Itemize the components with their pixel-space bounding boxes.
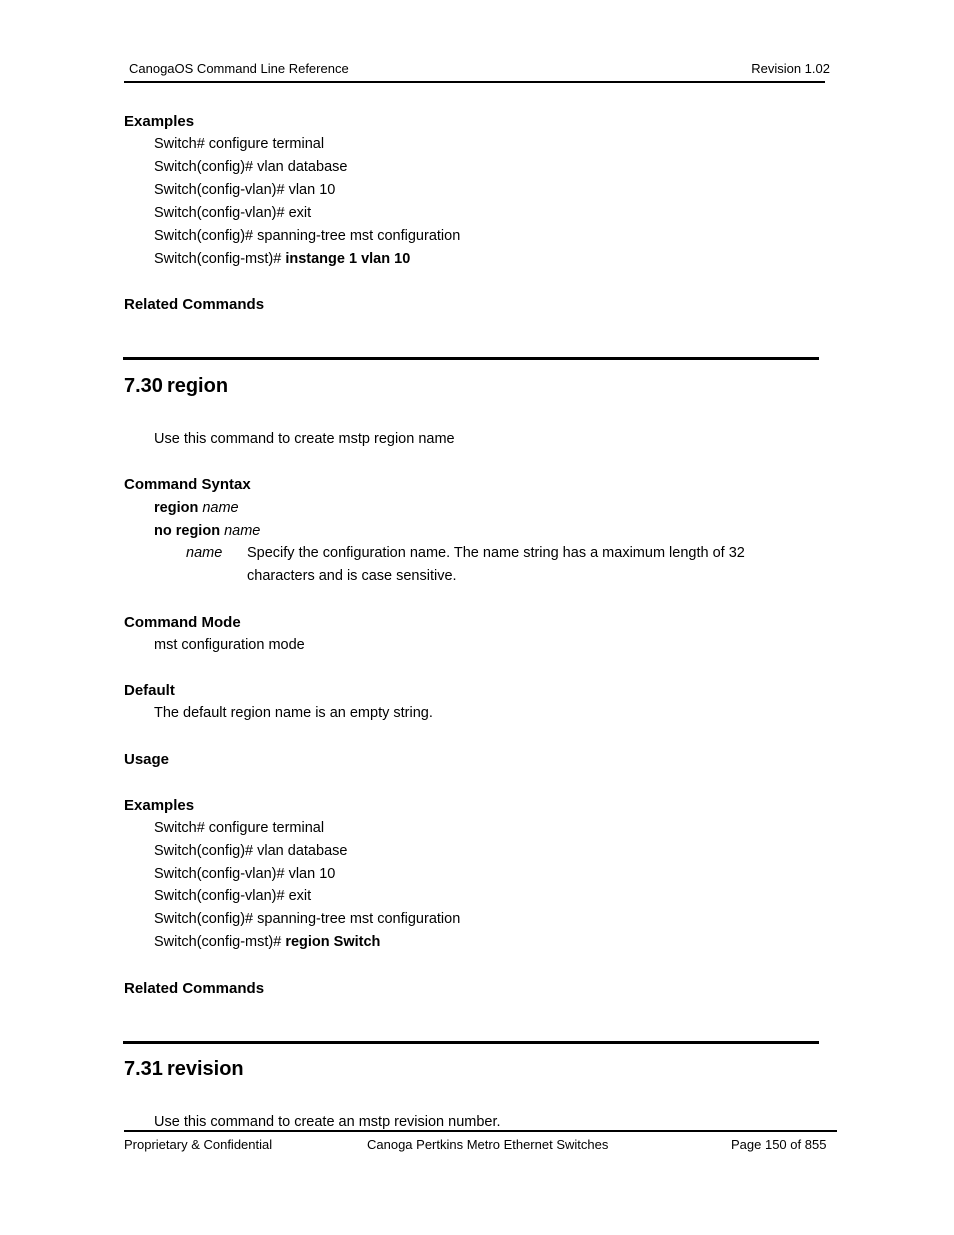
related-commands-heading: Related Commands bbox=[124, 296, 265, 313]
footer-product: Canoga Pertkins Metro Ethernet Switches bbox=[367, 1137, 609, 1152]
section-description: Use this command to create mstp region name bbox=[154, 431, 455, 447]
example-line: Switch(config)# spanning-tree mst configuration bbox=[154, 228, 461, 244]
examples-heading: Examples bbox=[124, 113, 195, 130]
parameter-description-cont: characters and is case sensitive. bbox=[247, 568, 457, 584]
syntax-line bbox=[154, 499, 239, 517]
default-text: The default region name is an empty string. bbox=[154, 705, 433, 721]
syntax-param: name bbox=[224, 523, 261, 539]
example-line: Switch# configure terminal bbox=[154, 820, 325, 836]
section-name: revision bbox=[166, 1058, 244, 1080]
footer-page-number: Page 150 of 855 bbox=[731, 1137, 827, 1152]
section-divider bbox=[123, 357, 819, 360]
syntax-keyword: no region bbox=[154, 523, 221, 539]
example-line: Switch(config-vlan)# vlan 10 bbox=[154, 866, 336, 882]
example-line: Switch(config)# spanning-tree mst configuration bbox=[154, 911, 461, 927]
example-prompt: Switch(config-mst)# bbox=[154, 934, 286, 950]
header-divider bbox=[124, 81, 825, 83]
page-header bbox=[129, 61, 830, 81]
syntax-line bbox=[154, 522, 260, 540]
example-line-final bbox=[154, 250, 410, 268]
example-line: Switch# configure terminal bbox=[154, 136, 325, 152]
footer-divider bbox=[124, 1130, 837, 1132]
footer-confidential: Proprietary & Confidential bbox=[124, 1137, 273, 1152]
parameter-description: Specify the configuration name. The name string has a maximum length of 32 bbox=[247, 545, 745, 561]
syntax-param: name bbox=[202, 500, 239, 516]
example-prompt: Switch(config-mst)# bbox=[154, 251, 286, 267]
command-mode-heading: Command Mode bbox=[124, 614, 241, 631]
section-name: region bbox=[166, 375, 229, 397]
example-line: Switch(config-vlan)# vlan 10 bbox=[154, 182, 336, 198]
example-line: Switch(config)# vlan database bbox=[154, 843, 348, 859]
section-description: Use this command to create an mstp revision number. bbox=[154, 1114, 501, 1130]
revision-label: Revision 1.02 bbox=[751, 61, 830, 76]
examples-heading: Examples bbox=[124, 797, 195, 814]
command-mode-text: mst configuration mode bbox=[154, 637, 305, 653]
syntax-keyword: region bbox=[154, 500, 199, 516]
usage-heading: Usage bbox=[124, 751, 170, 768]
example-line: Switch(config-vlan)# exit bbox=[154, 205, 312, 221]
section-title bbox=[124, 374, 228, 398]
example-line: Switch(config)# vlan database bbox=[154, 159, 348, 175]
example-line: Switch(config-vlan)# exit bbox=[154, 888, 312, 904]
section-number: 7.31 bbox=[124, 1058, 163, 1080]
example-command: region Switch bbox=[285, 934, 381, 950]
related-commands-heading: Related Commands bbox=[124, 980, 265, 997]
example-line-final bbox=[154, 933, 380, 951]
command-syntax-heading: Command Syntax bbox=[124, 476, 251, 493]
section-divider bbox=[123, 1041, 819, 1044]
section-title bbox=[124, 1057, 244, 1081]
default-heading: Default bbox=[124, 682, 175, 699]
document-title: CanogaOS Command Line Reference bbox=[129, 61, 349, 76]
parameter-name: name bbox=[186, 545, 223, 561]
section-number: 7.30 bbox=[124, 375, 163, 397]
example-command: instange 1 vlan 10 bbox=[285, 251, 411, 267]
